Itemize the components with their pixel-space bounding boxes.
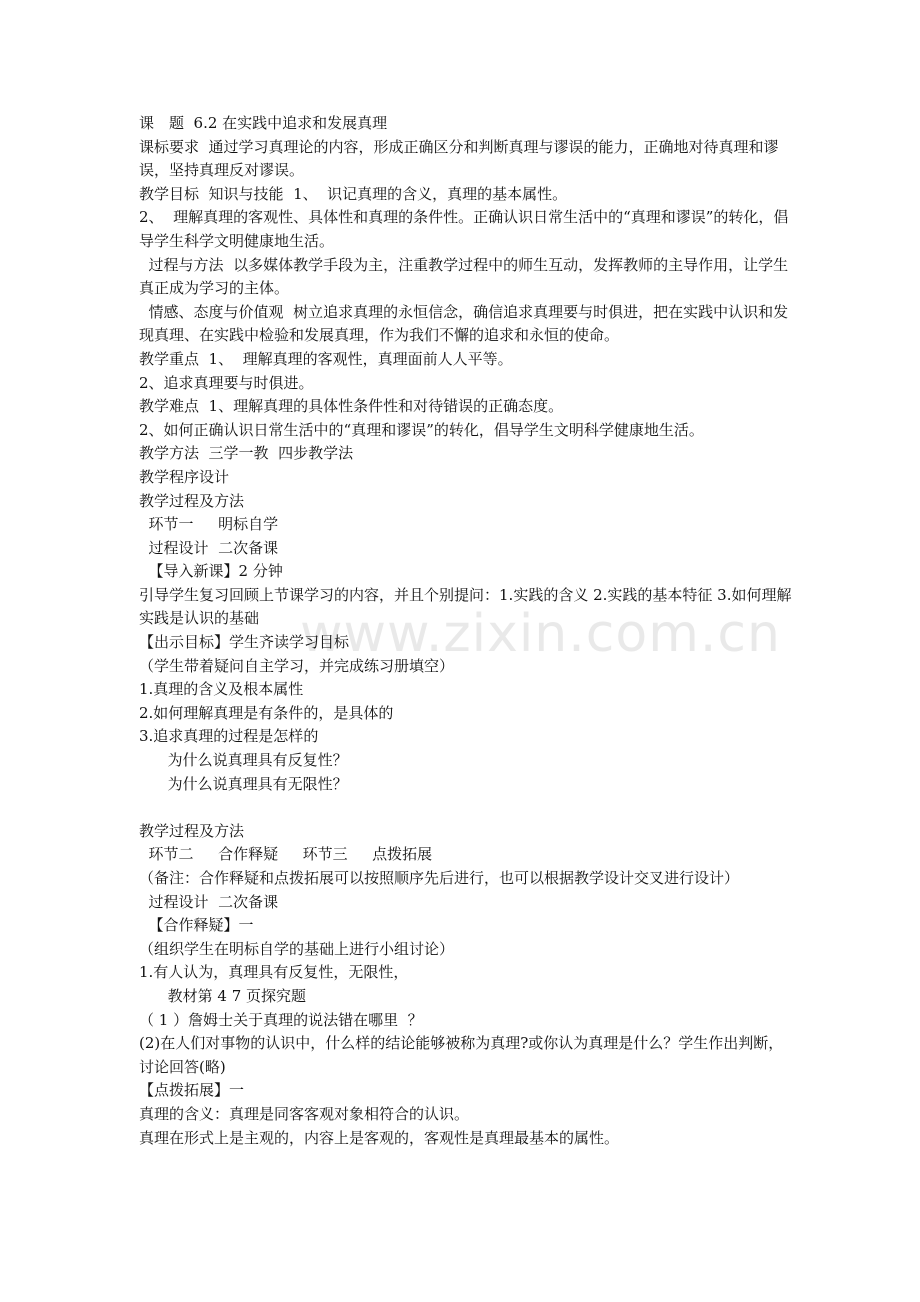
blank-line	[139, 796, 795, 820]
teaching-objective-item-2: 2、 理解真理的客观性、具体性和真理的条件性。正确认识日常生活中的“真理和谬误”的转化，倡导学生科学文明健康地生活。	[139, 208, 789, 250]
teaching-difficulty-2: 2、如何正确认识日常生活中的“真理和谬误”的转化，倡导学生文明科学健康地生活。	[139, 420, 704, 439]
process-design-label: 过程设计 二次备课	[139, 538, 279, 557]
lesson-title: 课 题 6.2 在实践中追求和发展真理	[139, 114, 388, 132]
question-3: 3.追求真理的过程是怎样的	[139, 727, 319, 746]
show-objectives: 【出示目标】学生齐读学习目标	[139, 633, 350, 652]
exploration-question-2: (2)在人们对事物的认识中，什么样的结论能够被称为真理?或你认为真理是什么？学生作出判断，讨论回答(略)	[139, 1034, 784, 1076]
truth-definition: 真理的含义：真理是同客客观对象相符合的认识。	[139, 1104, 470, 1123]
teaching-key-point-2: 2、追求真理要与时俱进。	[139, 373, 314, 392]
sub-question-repetition: 为什么说真理具有反复性？	[139, 751, 348, 770]
remark-note: （备注：合作释疑和点拨拓展可以按照顺序先后进行，也可以根据教学设计交叉进行设计）	[139, 869, 740, 887]
guidance-extension-heading: 【点拨拓展】一	[139, 1081, 245, 1100]
process-design-label-2: 过程设计 二次备课	[139, 892, 279, 911]
self-study-note: （学生带着疑问自主学习，并完成练习册填空）	[139, 656, 455, 675]
document-body	[139, 112, 804, 1150]
question-2: 2.如何理解真理是有条件的，是具体的	[139, 703, 394, 722]
intro-new-lesson: 【导入新课】2 分钟	[139, 562, 283, 581]
watermark: www.zixin.com.cn	[300, 604, 781, 664]
textbook-exploration: 教材第 4 7 页探究题	[139, 986, 307, 1005]
question-1: 1.真理的含义及根本属性	[139, 680, 304, 699]
teaching-difficulty-1: 教学难点 1、理解真理的具体性条件性和对待错误的正确态度。	[139, 397, 564, 416]
teaching-process-heading-2: 教学过程及方法	[139, 821, 245, 840]
teaching-program-design: 教学程序设计	[139, 467, 230, 486]
teaching-process-heading: 教学过程及方法	[139, 491, 245, 510]
teaching-method: 教学方法 三学一教 四步教学法	[139, 444, 354, 463]
cooperative-discussion-heading: 【合作释疑】一	[139, 916, 254, 935]
exploration-question-1: （ 1 ）詹姆士关于真理的说法错在哪里 ？	[139, 1010, 423, 1029]
discussion-point-1: 1.有人认为，真理具有反复性，无限性，	[139, 963, 409, 982]
stage-two-three-heading: 环节二 合作释疑 环节三 点拨拓展	[139, 845, 433, 864]
process-and-method: 过程与方法 以多媒体教学手段为主，注重教学过程中的师生互动，发挥教师的主导作用，让学生 真正成为学习的主体。	[139, 255, 804, 298]
curriculum-requirement: 课标要求 通过学习真理论的内容，形成正确区分和判断真理与谬误的能力，正确地对待真理和谬误，坚持真理反对谬误。	[139, 137, 779, 180]
group-discussion-note: （组织学生在明标自学的基础上进行小组讨论）	[139, 939, 455, 958]
sub-question-infinity: 为什么说真理具有无限性？	[139, 774, 348, 793]
stage-one-heading: 环节一 明标自学	[139, 515, 279, 534]
emotion-attitude-values: 情感、态度与价值观 树立追求真理的永恒信念，确信追求真理要与时俱进，把在实践中认识和发现真理、在实践中检验和发展真理，作为我们不懈的追求和永恒的使命。	[139, 302, 789, 345]
teaching-objective-knowledge: 教学目标 知识与技能 1、 识记真理的含义，真理的基本属性。	[139, 184, 568, 203]
review-guidance: 引导学生复习回顾上节课学习的内容，并且个别提问：1.实践的含义 2.实践的基本特征 3.如何理解实践是认识的基础	[139, 585, 792, 628]
truth-attribute: 真理在形式上是主观的，内容上是客观的，客观性是真理最基本的属性。	[139, 1128, 620, 1147]
teaching-key-point-1: 教学重点 1、 理解真理的客观性，真理面前人人平等。	[139, 349, 513, 368]
